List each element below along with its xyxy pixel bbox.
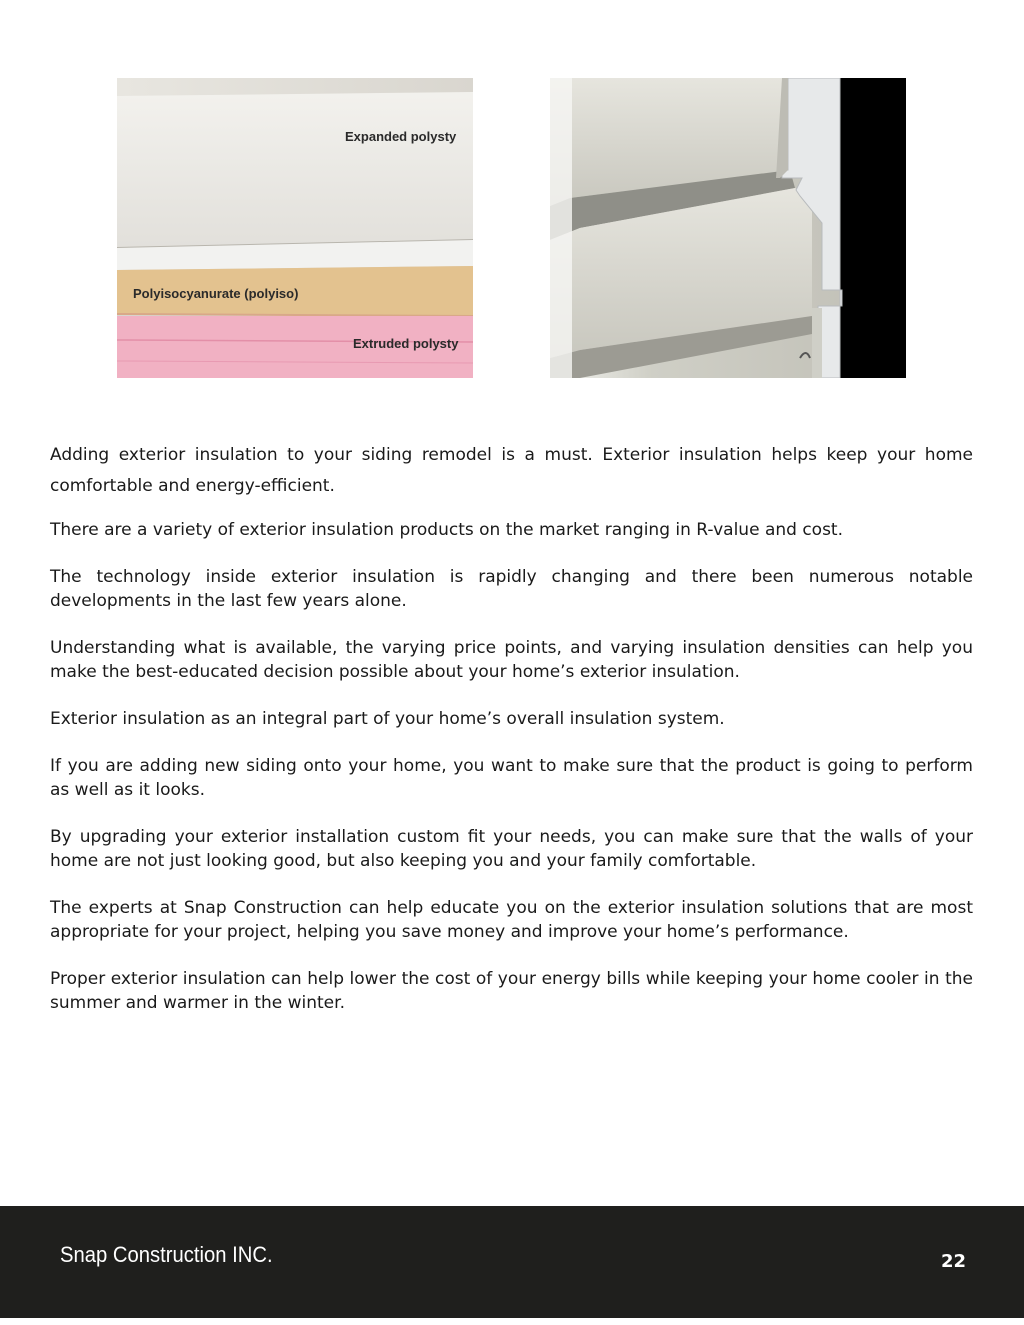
paragraph: By upgrading your exterior installation custom fit your needs, you can make sure that the walls of your home are not just looking good, but also keeping you and your family comfortable. — [50, 827, 973, 871]
siding-cross-section-illustration — [550, 78, 906, 378]
insulation-samples-illustration — [117, 78, 473, 378]
paragraph: Exterior insulation as an integral part of your home’s overall insulation system. — [50, 709, 725, 729]
paragraph: The experts at Snap Construction can help educate you on the exterior insulation solutions that are most appropriate for your project, helping you save money and improve your home’s performance. — [50, 898, 973, 942]
paragraph: If you are adding new siding onto your home, you want to make sure that the product is going to perform as well as it looks. — [50, 756, 973, 800]
page-number: 22 — [940, 1251, 966, 1272]
paragraph: Proper exterior insulation can help lower the cost of your energy bills while keeping your home cooler in the summer and warmer in the winter. — [50, 969, 973, 1013]
paragraph: The technology inside exterior insulation is rapidly changing and there been numerous notable developments in the last few years alone. — [50, 567, 973, 611]
paragraph: Adding exterior insulation to your siding remodel is a must. Exterior insulation helps keep your home comfortable and energy-efficient. — [50, 445, 973, 496]
eps-board — [117, 78, 473, 248]
company-name: Snap Construction INC. — [60, 1242, 273, 1267]
article-body — [50, 440, 973, 1038]
polyiso-label: Polyisocyanurate (polyiso) — [133, 286, 299, 301]
eps-label: Expanded polysty — [345, 129, 457, 144]
insulation-samples-photo — [117, 78, 473, 378]
xps-label: Extruded polysty — [353, 336, 459, 351]
insulated-siding-photo — [550, 78, 906, 378]
paragraph: There are a variety of exterior insulation products on the market ranging in R-value and cost. — [50, 520, 843, 540]
page-footer — [0, 1206, 1024, 1318]
paragraph: Understanding what is available, the varying price points, and varying insulation densities can help you make the best-educated decision possible about your home’s exterior insulation. — [50, 638, 973, 682]
